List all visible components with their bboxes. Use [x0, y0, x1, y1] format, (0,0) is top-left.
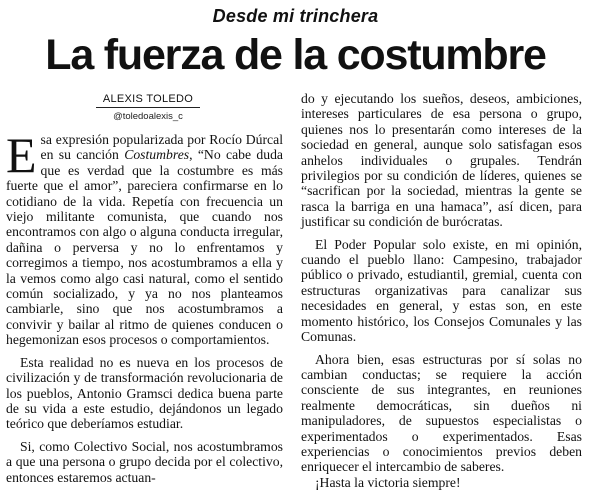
byline-author: ALEXIS TOLEDO: [96, 93, 200, 108]
byline: [96, 93, 200, 123]
section-kicker: Desde mi trinchera: [212, 6, 379, 26]
paragraph-1-start: sa expresión popularizada por Rocío Dúrcal en su canción: [40, 132, 283, 163]
paragraph-2: Esta realidad no es nueva en los procesos de civilización y de transformación revolucionaria de los pueblos, Antonio Gramsci dedica buena parte de su vida a este estudio, dejándonos un legado teórico que deberíamos estudiar.: [6, 354, 283, 432]
byline-handle: @toledoalexis_c: [113, 111, 183, 122]
article-headline: La fuerza de la costumbre: [45, 31, 546, 79]
song-title: Costumbres: [124, 147, 190, 163]
closing-line: ¡Hasta la victoria siempre!: [315, 474, 461, 490]
paragraph-1: [6, 127, 284, 348]
article-column-left: [6, 127, 284, 485]
article-column-right: [301, 91, 582, 490]
paragraph-3-part-2: do y ejecutando los sueños, deseos, ambiciones, intereses particulares de esa persona o grupo, quienes nos lo presentarán como intereses de la sociedad en general, aunque solo satisfagan esos anhelos individuales o grupales. Tendrán privilegios por su condición de líderes, quienes se “sacrifican por la sociedad, mientras la gente se rasca la barriga en una hamaca”, así dicen, para justificar su condición de burócratas.: [301, 91, 582, 230]
paragraph-3-part-1: Si, como Colectivo Social, nos acostumbramos a que una persona o grupo decida por el colectivo, entonces estaremos actuan-: [6, 438, 283, 485]
paragraph-5: Ahora bien, esas estructuras por sí solas no cambian conductas; se requiere la acción consciente de sus integrantes, en reuniones realmente democráticas, sin dueños ni manipuladores, de supuestos especialistas o experimentados o experimentados. Esas experiencias o conocimientos previos deben enriquecer el intercambio de saberes.: [301, 351, 582, 475]
paragraph-1-rest: , “No cabe duda que es verdad que la costumbre es más fuerte que el amor”, pareciera confirmarse en lo cotidiano de la vida. Repetía con frecuencia un viejo militante comunista, que cuando nos encontramos con algo o alguna conducta irregular, dañina o perversa y no lo enfrentamos y corregimos a tiempo, nos acostumbramos a ella y la vemos como algo casi natural, como el sentido común socializado, y ya no nos planteamos cambiarle, sino que nos acostumbramos a convivir y bailar al ritmo de quienes conducen o hegemonizan esos procesos o comportamientos.: [6, 147, 284, 348]
paragraph-4: El Poder Popular solo existe, en mi opinión, cuando el pueblo llano: Campesino, trabajador público o privado, estudiantil, gremial, cuenta con estructuras organizativas para canalizar sus necesidades en general, y estas son, en este momento histórico, los Consejos Comunales y las Comunas.: [301, 236, 582, 345]
drop-cap: E: [6, 127, 37, 183]
